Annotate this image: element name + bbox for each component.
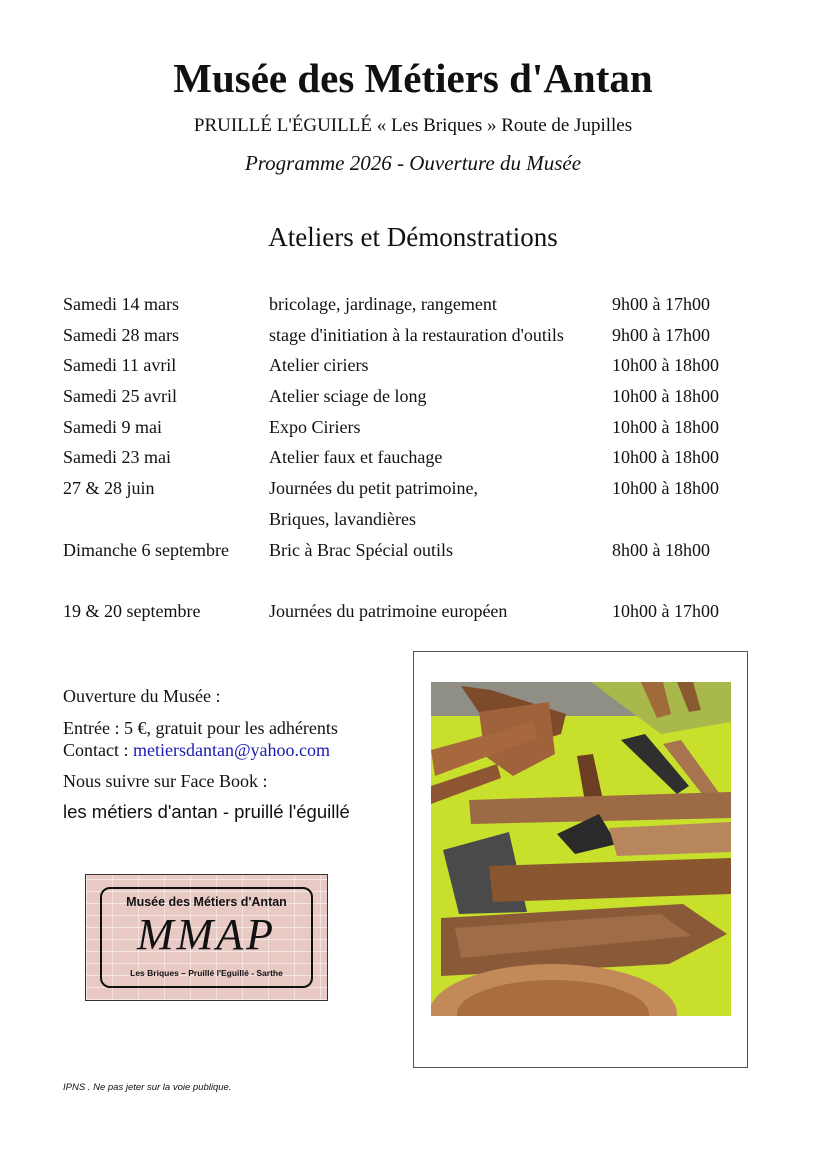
schedule-date: Dimanche 6 septembre [63,539,229,560]
schedule-row [63,601,763,632]
opening-label: Ouverture du Musée : [63,686,221,706]
schedule-row [63,417,763,448]
schedule-row [63,386,763,417]
schedule-activity: Briques, lavandières [269,508,416,529]
schedule-hours: 9h00 à 17h00 [612,294,710,314]
programme-line: Programme 2026 - Ouverture du Musée [244,151,582,175]
schedule-hours: 10h00 à 17h00 [612,600,719,621]
schedule-activity: Atelier sciage de long [269,386,427,407]
schedule-row [63,540,763,571]
schedule-row [63,509,763,540]
schedule-date: 19 & 20 septembre [63,600,201,621]
schedule-activity: Expo Ciriers [269,416,361,437]
schedule-date: Samedi 9 mai [63,416,162,437]
schedule-row [63,325,763,356]
entry-price: Entrée : 5 €, gratuit pour les adhérents [63,718,338,738]
schedule-date: Samedi 23 mai [63,447,171,468]
logo-acronym: MMAP [136,910,277,959]
schedule-date: Samedi 28 mars [63,324,179,345]
logo-frame [100,887,313,988]
schedule-hours: 10h00 à 18h00 [612,447,719,468]
schedule-row [63,294,763,325]
schedule-table [63,294,763,632]
schedule-date: Samedi 25 avril [63,386,177,407]
photo-frame [413,651,748,1068]
schedule-hours: 8h00 à 18h00 [612,539,710,560]
schedule-hours: 10h00 à 18h00 [612,478,719,499]
schedule-hours: 10h00 à 18h00 [612,386,719,407]
schedule-row [63,570,763,601]
schedule-activity: Bric à Brac Spécial outils [269,539,453,560]
page-title: Musée des Métiers d'Antan [173,55,653,101]
follow-label: Nous suivre sur Face Book : [63,771,268,791]
schedule-row [63,355,763,386]
schedule-row [63,447,763,478]
schedule-activity: stage d'initiation à la restauration d'outils [269,324,564,345]
schedule-date: Samedi 14 mars [63,294,179,314]
mmap-logo [85,874,328,1001]
logo-top-text: Musée des Métiers d'Antan [126,895,287,909]
schedule-date: 27 & 28 juin [63,478,155,499]
footer-note: IPNS . Ne pas jeter sur la voie publique. [63,1082,232,1093]
contact-label: Contact : [63,740,129,760]
schedule-row [63,478,763,509]
logo-bottom-text: Les Briques – Pruillé l'Eguillé - Sarthe [130,968,283,978]
facebook-page-name: les métiers d'antan - pruillé l'éguillé [63,801,350,822]
schedule-date: Samedi 11 avril [63,355,177,376]
schedule-hours: 10h00 à 18h00 [612,416,719,437]
schedule-activity: bricolage, jardinage, rangement [269,294,497,314]
schedule-activity: Atelier faux et fauchage [269,447,443,468]
section-heading: Ateliers et Démonstrations [268,222,558,252]
tools-photo [431,682,731,1016]
schedule-hours: 9h00 à 17h00 [612,324,710,345]
schedule-activity: Journées du patrimoine européen [269,600,508,621]
contact-email-link[interactable]: metiersdantan@yahoo.com [133,740,331,760]
schedule-activity: Atelier ciriers [269,355,369,376]
schedule-activity: Journées du petit patrimoine, [269,478,478,499]
contact-line [63,740,330,761]
museum-address: PRUILLÉ L'ÉGUILLÉ « Les Briques » Route de Jupilles [193,115,633,136]
schedule-hours: 10h00 à 18h00 [612,355,719,376]
